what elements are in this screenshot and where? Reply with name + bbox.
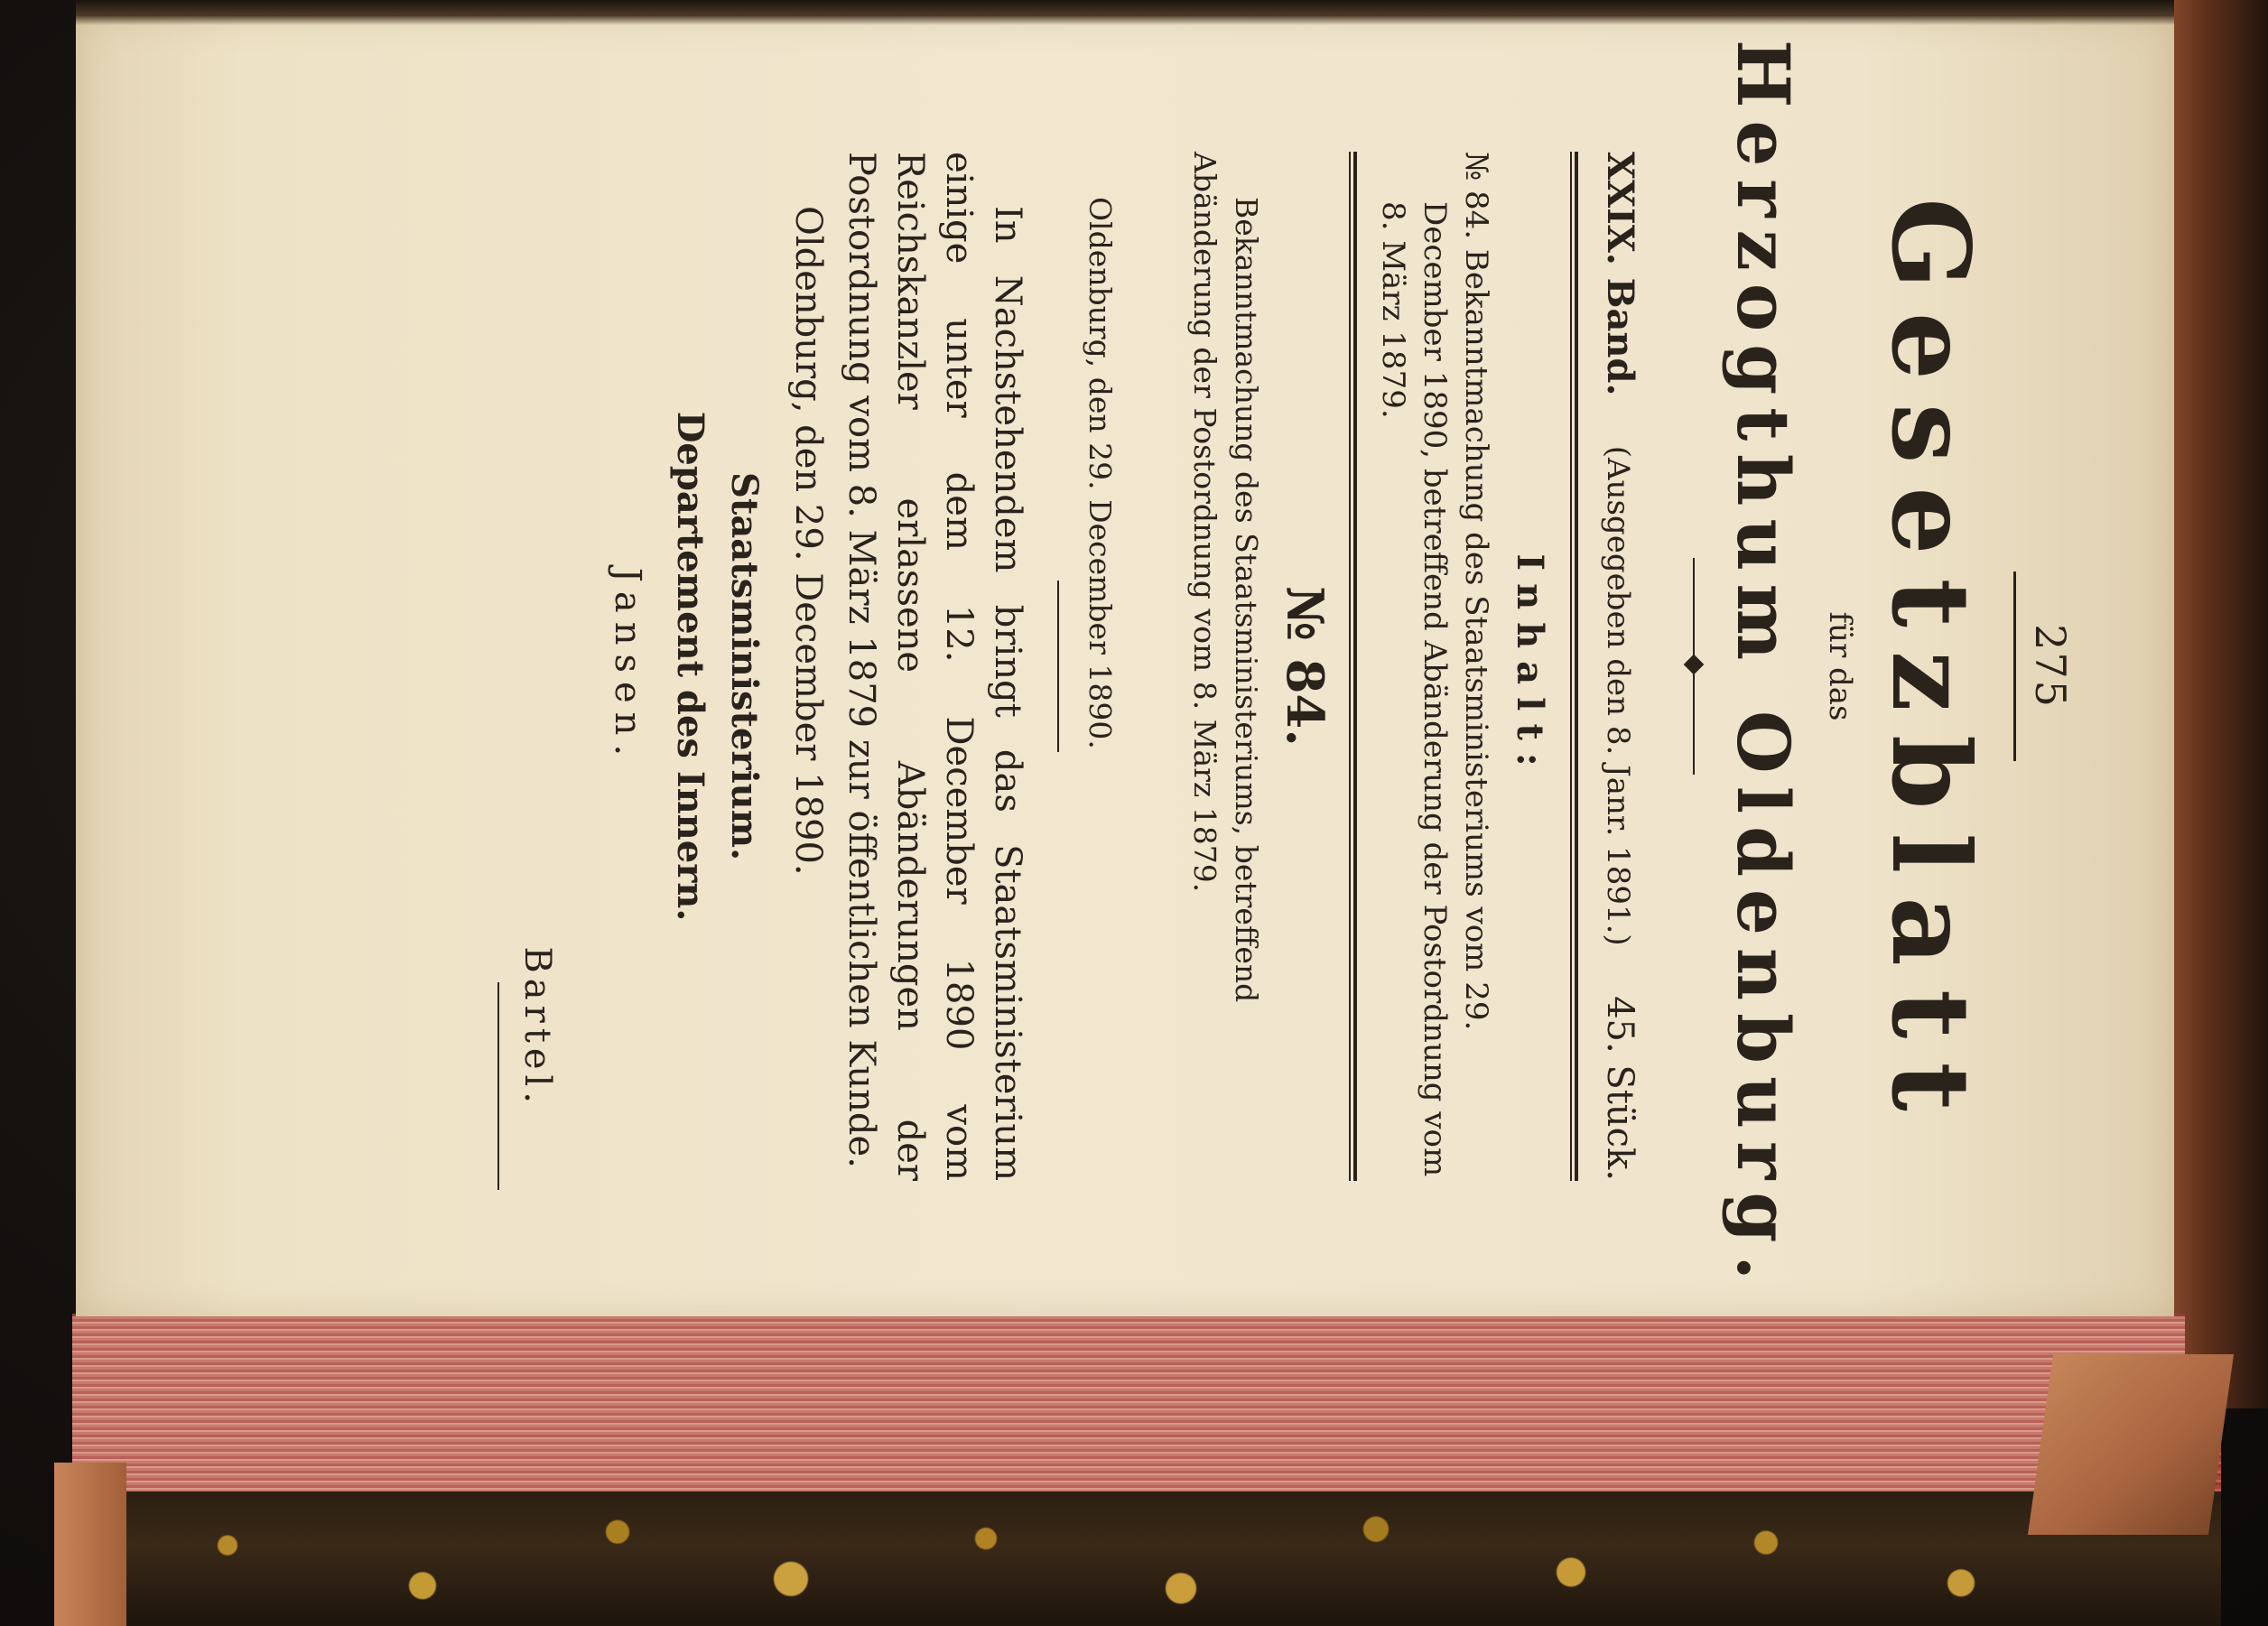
leather-corner-right <box>2028 1354 2234 1535</box>
ornament-diamond-icon <box>1684 655 1705 675</box>
notice-text: Bekanntmachung des Staatsministeriums, betreffend Abänderung der Postordnung vom 8. März 1879. <box>1187 152 1264 1003</box>
contents-entry: № 84. Bekanntmachung des Staatsministeriums vom 29. December 1890, betreffend Abänderung der Postordnung vom 8. März 1879. <box>1375 152 1494 1177</box>
page-edges <box>72 1314 2185 1506</box>
number-heading: № 84. <box>1275 586 1334 747</box>
leather-corner-left <box>54 1463 126 1626</box>
ornament-divider <box>1683 558 1705 775</box>
ministry-label: Staatsministerium. <box>723 471 766 861</box>
rotated-text-block <box>76 16 2174 1316</box>
signature-bartel: Bartel. <box>516 946 558 1109</box>
notice-place-date: Oldenburg, den 29. December 1890. <box>1083 197 1118 749</box>
page-number-rule <box>2013 571 2016 761</box>
for-label: für das <box>1822 611 1858 721</box>
issue-date: (Ausgegeben den 8. Janr. 1891.) <box>1600 445 1636 946</box>
body-place-date: Oldenburg, den 29. December 1890. <box>787 206 829 876</box>
double-rule-bottom <box>1349 152 1357 1181</box>
marbled-binding <box>54 1491 2221 1626</box>
end-rule <box>497 982 499 1190</box>
page-subtitle: Herzogthum Oldenburg. <box>1721 39 1806 1294</box>
volume-label: XXIX. Band. <box>1599 152 1641 396</box>
book-cover-edge <box>2167 0 2268 1408</box>
section-rule <box>1057 581 1059 752</box>
double-rule-top <box>1570 152 1578 1181</box>
contents-label: Inhalt: <box>1509 553 1551 779</box>
department-label: Departement des Innern. <box>669 411 711 922</box>
issue-info <box>1599 152 1641 1181</box>
signature-jansen: Jansen. <box>607 567 648 766</box>
body-text: In Nachstehendem bringt das Staatsministerium einige unter dem 12. December 1890 vom Reichskanzler erlassene Abänderungen der Postordnung vom 8. März 1879 zur öffentlichen Kunde. <box>841 152 1028 1181</box>
page-number: 275 <box>2026 624 2075 709</box>
piece-label: 45. Stück. <box>1599 996 1641 1181</box>
page-content <box>76 16 2174 1316</box>
page-title: Gesetzblatt <box>1868 198 1994 1135</box>
